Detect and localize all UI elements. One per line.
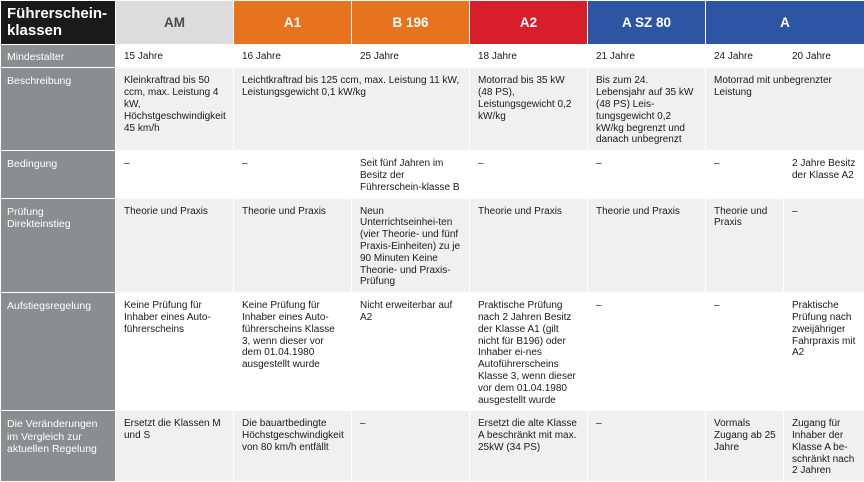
label-text: Bedingung: [1, 151, 115, 174]
table-cell: [784, 198, 864, 293]
cell-text: –: [116, 151, 233, 174]
row-label: [1, 45, 116, 68]
cell-text: 16 Jahre: [234, 45, 351, 67]
table-cell: [234, 198, 352, 293]
table-cell: [234, 68, 470, 151]
table-cell: [588, 411, 706, 482]
table-cell: [588, 293, 706, 411]
cell-text: Theorie und Praxis: [706, 199, 783, 234]
cell-text: Nicht erweiterbar auf A2: [352, 293, 469, 328]
cell-text: 2 Jahre Besitz der Klasse A2: [784, 151, 864, 186]
cell-text: 18 Jahre: [470, 45, 587, 67]
cell-text: Theorie und Praxis: [116, 199, 233, 222]
table-cell: [588, 68, 706, 151]
label-text: Beschreibung: [1, 68, 115, 91]
table-cell: [706, 45, 784, 68]
label-text: Mindestalter: [1, 45, 115, 67]
cell-text: 15 Jahre: [116, 45, 233, 67]
cell-text: Ersetzt die alte Klasse A beschränkt mit max. 25kW (34 PS): [470, 411, 587, 457]
cell-text: 21 Jahre: [588, 45, 705, 67]
row-label: [1, 411, 116, 482]
cell-text: Ersetzt die Klassen M und S: [116, 411, 233, 446]
class-header-asz80: A SZ 80: [588, 1, 706, 45]
cell-text: Theorie und Praxis: [588, 199, 705, 222]
cell-text: Vormals Zugang ab 25 Jahre: [706, 411, 783, 457]
table-cell: [352, 411, 470, 482]
table-cell: [588, 45, 706, 68]
class-header-a2: A2: [470, 1, 588, 45]
cell-text: Neun Unterrichtseinhei-ten (vier Theorie- und fünf Praxis-Einheiten) zu je 90 Minuten Keine Theorie- und Praxis-Prüfung: [352, 199, 469, 293]
cell-text: Motorrad bis 35 kW (48 PS), Leistungsgewicht 0,2 kW/kg: [470, 68, 587, 126]
table-cell: [784, 293, 864, 411]
cell-text: Theorie und Praxis: [234, 199, 351, 222]
row-label: [1, 198, 116, 293]
cell-text: Zugang für Inhaber der Klasse A be-schränkt nach 2 Jahren: [784, 411, 864, 481]
cell-text: 24 Jahre: [706, 45, 783, 67]
table-cell: [352, 293, 470, 411]
cell-text: –: [352, 411, 469, 434]
cell-text: Motorrad mit unbegrenzter Leistung: [706, 68, 864, 103]
cell-text: Leichtkraftrad bis 125 ccm, max. Leistung 11 kW, Leistungsgewicht 0,1 kW/kg: [234, 68, 469, 103]
row-label: [1, 293, 116, 411]
cell-text: 20 Jahre: [784, 45, 864, 67]
table-cell: [470, 151, 588, 198]
row-bedingung: [1, 151, 864, 198]
row-label: [1, 68, 116, 151]
cell-text: 25 Jahre: [352, 45, 469, 67]
cell-text: Keine Prüfung für Inhaber eines Auto-führerscheins Klasse 3, wenn dieser vor dem 01.04.1980 ausgestellt wurde: [234, 293, 351, 375]
table-cell: [470, 293, 588, 411]
table-cell: [588, 198, 706, 293]
cell-text: –: [588, 293, 705, 316]
table-cell: [116, 411, 234, 482]
table-cell: [116, 198, 234, 293]
cell-text: Praktische Prüfung nach 2 Jahren Besitz der Klasse A1 (gilt nicht für B196) oder Inhaber ei-nes Autoführerscheins Klasse 3, wenn dieser vor dem 01.04.1980 ausgestellt wurde: [470, 293, 587, 410]
table-cell: [588, 151, 706, 198]
table-cell: [234, 45, 352, 68]
cell-text: Praktische Prüfung nach zweijähriger Fahrpraxis mit A2: [784, 293, 864, 363]
class-header-a: A: [706, 1, 864, 45]
class-header-b196: B 196: [352, 1, 470, 45]
table-cell: [470, 198, 588, 293]
row-veraenderungen: [1, 411, 864, 482]
table-cell: [706, 293, 784, 411]
cell-text: Seit fünf Jahren im Besitz der Führerschein-klasse B: [352, 151, 469, 197]
cell-text: Keine Prüfung für Inhaber eines Auto-führerscheins: [116, 293, 233, 339]
table-cell: [784, 45, 864, 68]
label-text: Prüfung Direkteinstieg: [1, 199, 115, 235]
row-beschreibung: [1, 68, 864, 151]
table-cell: [234, 151, 352, 198]
row-aufstieg: [1, 293, 864, 411]
table-cell: [116, 151, 234, 198]
table-title: Führerschein-klassen: [1, 1, 116, 45]
table-cell: [116, 68, 234, 151]
header-row: [1, 1, 864, 45]
table-cell: [234, 293, 352, 411]
label-text: Aufstiegsregelung: [1, 293, 115, 316]
table-cell: [352, 151, 470, 198]
cell-text: –: [706, 293, 783, 316]
class-header-a1: A1: [234, 1, 352, 45]
cell-text: –: [588, 411, 705, 434]
table-cell: [234, 411, 352, 482]
row-label: [1, 151, 116, 198]
cell-text: Kleinkraftrad bis 50 ccm, max. Leistung 4 kW, Höchstgeschwindigkeit 45 km/h: [116, 68, 233, 138]
table-cell: [706, 68, 864, 151]
label-text: Die Veränderungen im Vergleich zur aktuellen Regelung: [1, 411, 115, 459]
table-cell: [706, 151, 784, 198]
cell-text: Die bauartbedingte Höchstgeschwindigkeit von 80 km/h entfällt: [234, 411, 351, 457]
table-cell: [470, 45, 588, 68]
table-cell: [352, 45, 470, 68]
row-mindestalter: [1, 45, 864, 68]
table-cell: [706, 198, 784, 293]
table-cell: [470, 411, 588, 482]
class-header-am: AM: [116, 1, 234, 45]
table-cell: [116, 293, 234, 411]
table-cell: [352, 198, 470, 293]
cell-text: –: [234, 151, 351, 174]
cell-text: –: [706, 151, 783, 174]
cell-text: –: [588, 151, 705, 174]
table-cell: [706, 411, 784, 482]
cell-text: Theorie und Praxis: [470, 199, 587, 222]
table-cell: [470, 68, 588, 151]
row-pruefung: [1, 198, 864, 293]
cell-text: Bis zum 24. Lebensjahr auf 35 kW (48 PS) Leis-tungsgewicht 0,2 kW/kg begrenzt und danach unbegrenzt: [588, 68, 705, 150]
cell-text: –: [470, 151, 587, 174]
cell-text: –: [784, 199, 864, 222]
table-cell: [116, 45, 234, 68]
table-cell: [784, 151, 864, 198]
table-cell: [784, 411, 864, 482]
